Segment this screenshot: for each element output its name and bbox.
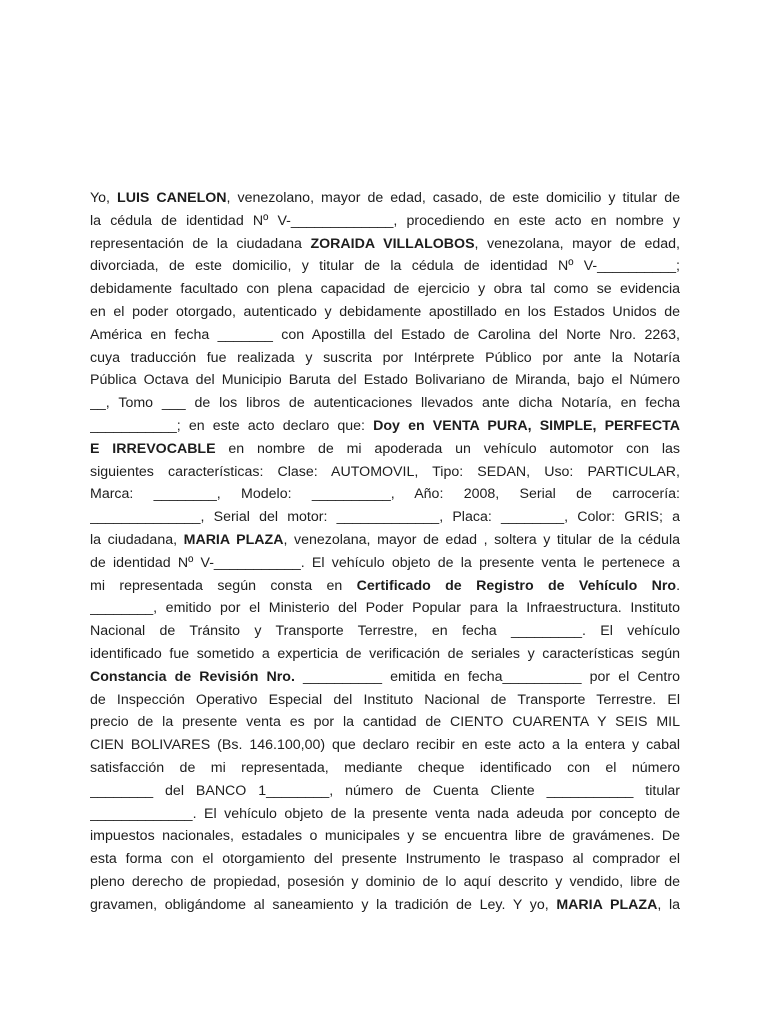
text-line: [90, 301, 680, 324]
text-segment: precio de la presente venta es por la cantidad de CIENTO CUARENTA Y SEIS MIL: [90, 714, 680, 731]
text-segment: divorciada, de este domicilio, y titular de la cédula de identidad Nº V-__________;: [90, 258, 680, 275]
text-line: [90, 255, 680, 278]
text-line: [90, 643, 680, 666]
bold-text: MARIA PLAZA: [556, 896, 658, 913]
text-segment: __, Tomo ___ de los libros de autenticaciones llevados ante dicha Notaría, en fecha: [90, 395, 680, 412]
text-line: [90, 689, 680, 712]
text-segment: __________ emitida en fecha__________ por el Centro: [294, 668, 680, 685]
text-segment: ______________, Serial del motor: _____________, Placa: ________, Color: GRIS; a: [90, 509, 680, 526]
text-line: [90, 803, 680, 826]
text-line: [90, 871, 680, 894]
text-segment: CIEN BOLIVARES (Bs. 146.100,00) que declaro recibir en este acto a la entera y cabal: [90, 737, 680, 754]
text-segment: representación de la ciudadana: [90, 235, 311, 252]
text-line: [90, 666, 680, 689]
text-segment: ________ del BANCO 1________, número de Cuenta Cliente ___________ titular: [90, 782, 680, 799]
text-line: [90, 347, 680, 370]
bold-text: MARIA PLAZA: [183, 531, 284, 548]
text-line: [90, 780, 680, 803]
bold-text: LUIS CANELON: [117, 190, 227, 206]
text-line: [90, 187, 680, 210]
text-line: [90, 233, 680, 256]
text-segment: , venezolana, mayor de edad , soltera y titular de la cédula: [283, 531, 680, 548]
text-line: [90, 324, 680, 347]
text-line: [90, 894, 680, 917]
text-segment: siguientes características: Clase: AUTOMOVIL, Tipo: SEDAN, Uso: PARTICULAR,: [90, 463, 680, 480]
text-line: [90, 711, 680, 734]
text-segment: .: [676, 577, 680, 594]
text-segment: identificado fue sometido a experticia de verificación de seriales y características según: [90, 645, 680, 662]
text-segment: cuya traducción fue realizada y suscrita por Intérprete Público por ante la Notaría: [90, 349, 680, 366]
bold-text: E IRREVOCABLE: [90, 440, 216, 457]
text-segment: Yo,: [90, 190, 118, 206]
text-segment: de identidad Nº V-___________. El vehículo objeto de la presente venta le pertenece a: [90, 554, 680, 571]
text-line: [90, 483, 680, 506]
text-segment: ________, emitido por el Ministerio del Poder Popular para la Infraestructura. Instituto: [90, 600, 680, 617]
text-line: [90, 848, 680, 871]
bold-text: ZORAIDA VILLALOBOS: [310, 235, 475, 252]
text-segment: Nacional de Tránsito y Transporte Terrestre, en fecha _________. El vehículo: [90, 623, 680, 640]
bold-text: Doy en VENTA PURA, SIMPLE, PERFECTA: [373, 417, 680, 434]
contract-body: [90, 187, 680, 927]
text-line: [90, 210, 680, 233]
text-line: [90, 734, 680, 757]
text-segment: América en fecha _______ con Apostilla del Estado de Carolina del Norte Nro. 2263,: [90, 326, 680, 343]
text-line: [90, 529, 680, 552]
text-segment: , venezolana, mayor de edad,: [474, 235, 680, 252]
text-segment: en el poder otorgado, autenticado y debidamente apostillado en los Estados Unidos de: [90, 303, 680, 320]
text-line: [90, 415, 680, 438]
text-line: [90, 597, 680, 620]
text-segment: , venezolano, mayor de edad, casado, de este domicilio y titular de: [226, 190, 680, 206]
text-line: [90, 369, 680, 392]
text-segment: pleno derecho de propiedad, posesión y dominio de lo aquí descrito y vendido, libre de: [90, 873, 680, 890]
text-line: [90, 825, 680, 848]
text-line: [90, 575, 680, 598]
text-line: [90, 506, 680, 529]
text-segment: la ciudadana,: [90, 531, 184, 548]
text-segment: Marca: ________, Modelo: __________, Año: 2008, Serial de carrocería:: [90, 486, 680, 503]
text-segment: , la: [657, 896, 680, 913]
bold-text: Constancia de Revisión Nro.: [90, 668, 295, 685]
text-segment: satisfacción de mi representada, mediante cheque identificado con el número: [90, 759, 680, 776]
text-line: [90, 620, 680, 643]
bold-text: Certificado de Registro de Vehículo Nro: [356, 577, 677, 594]
text-line: [90, 278, 680, 301]
text-segment: en nombre de mi apoderada un vehículo automotor con las: [215, 440, 680, 457]
text-line: [90, 552, 680, 575]
text-segment: Pública Octava del Municipio Baruta del Estado Bolivariano de Miranda, bajo el Número: [90, 372, 680, 389]
text-line: [90, 438, 680, 461]
text-segment: ___________; en este acto declaro que:: [90, 417, 374, 434]
text-segment: _____________. El vehículo objeto de la presente venta nada adeuda por concepto de: [90, 805, 680, 822]
text-segment: debidamente facultado con plena capacidad de ejercicio y obra tal como se evidencia: [90, 281, 680, 298]
text-segment: impuestos nacionales, estadales o municipales y se encuentra libre de gravámenes. De: [90, 828, 680, 845]
text-line: [90, 392, 680, 415]
text-segment: la cédula de identidad Nº V-_____________, procediendo en este acto en nombre y: [90, 212, 680, 229]
text-segment: esta forma con el otorgamiento del presente Instrumento le traspaso al comprador el: [90, 851, 680, 868]
text-segment: de Inspección Operativo Especial del Instituto Nacional de Transporte Terrestre. El: [90, 691, 680, 708]
text-segment: gravamen, obligándome al saneamiento y la tradición de Ley. Y yo,: [90, 896, 557, 913]
text-line: [90, 461, 680, 484]
text-segment: mi representada según consta en: [90, 577, 357, 594]
text-line: [90, 757, 680, 780]
